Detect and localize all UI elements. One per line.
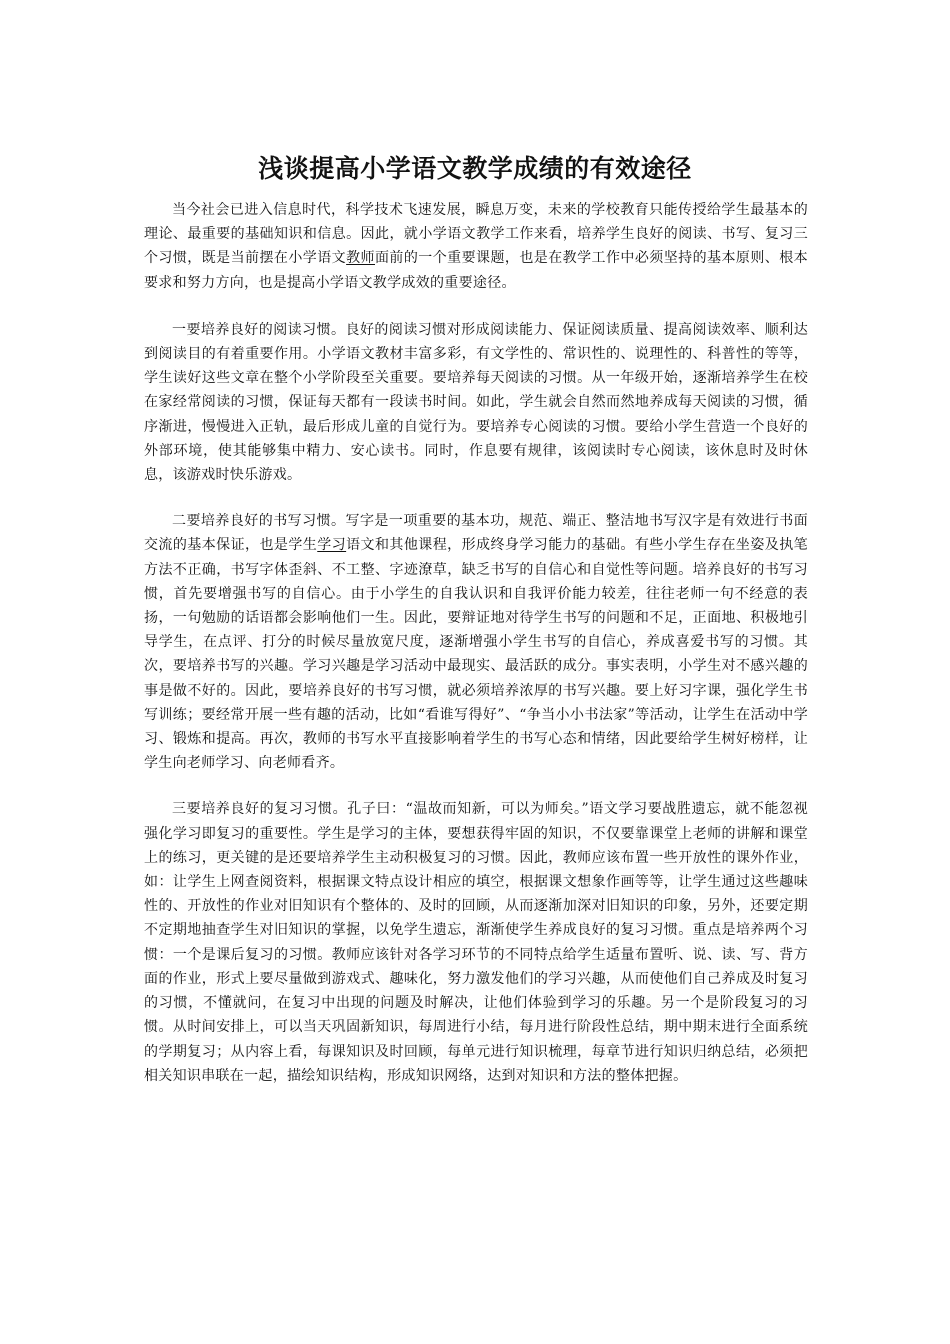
paragraph-writing-habit <box>144 509 808 775</box>
paragraph-intro-text-1: 当今社会已进入信息时代，科学技术飞速发展，瞬息万变，未来的学校教育只能传授给学生最基本的理论、最重要的基础知识和信息。因此，就小学语文教学工作来看，培养学生良好的阅读、书写、复习三个习惯，既是当前摆在小学语文 <box>144 202 808 267</box>
document-title: 浅谈提高小学语文教学成绩的有效途径 <box>258 153 692 183</box>
paragraph-reading-habit: 一要培养良好的阅读习惯。良好的阅读习惯对形成阅读能力、保证阅读质量、提高阅读效率、顺利达到阅读目的有着重要作用。小学语文教材丰富多彩，有文学性的、常识性的、说理性的、科普性的等等，学生读好这些文章在整个小学阶段至关重要。要培养每天阅读的习惯。从一年级开始，逐渐培养学生在校在家经常阅读的习惯，保证每天都有一段读书时间。如此，学生就会自然而然地养成每天阅读的习惯，循序渐进，慢慢进入正轨，最后形成儿童的自觉行为。要培养专心阅读的习惯。要给小学生营造一个良好的外部环境，使其能够集中精力、安心读书。同时，作息要有规律，该阅读时专心阅读，该休息时及时休息，该游戏时快乐游戏。 <box>144 321 808 484</box>
document-body <box>144 198 808 1112</box>
paragraph-intro-text-2: 面前的一个重要课题，也是在教学工作中必须坚持的基本原则、根本要求和努力方向，也是提高小学语文教学成效的重要途径。 <box>144 250 808 291</box>
paragraph-writing-text-1: 二要培养良好的书写习惯。写字是一项重要的基本功，规范、端正、整洁地书写汉字是有效进行书面交流的基本保证，也是学生 <box>144 513 808 554</box>
paragraph-writing-text-2: 语文和其他课程，形成终身学习能力的基础。有些小学生存在坐姿及执笔方法不正确，书写字体歪斜、不工整、字迹潦草，缺乏书写的自信心和自觉性等问题。培养良好的书写习惯，首先要增强书写的自信心。由于小学生的自我认识和自我评价能力较差，往往老师一句不经意的表扬，一句勉励的话语都会影响他们一生。因此，要辩证地对待学生书写的问题和不足，正面地、积极地引导学生，在点评、打分的时候尽量放宽尺度，逐渐增强小学生书写的自信心，养成喜爱书写的习惯。其次，要培养书写的兴趣。学习兴趣是学习活动中最现实、最活跃的成分。事实表明，小学生对不感兴趣的事是做不好的。因此，要培养良好的书写习惯，就必须培养浓厚的书写兴趣。要上好习字课，强化学生书写训练；要经常开展一些有趣的活动，比如“看谁写得好”、“争当小小书法家”等活动，让学生在活动中学习、锻炼和提高。再次，教师的书写水平直接影响着学生的书写心态和情绪，因此要给学生树好榜样，让学生向老师学习、向老师看齐。 <box>144 537 808 772</box>
paragraph-intro <box>144 198 808 295</box>
paragraph-review-habit: 三要培养良好的复习习惯。孔子曰：“温故而知新，可以为师矣。”语文学习要战胜遗忘，就不能忽视强化学习即复习的重要性。学生是学习的主体，要想获得牢固的知识，不仅要靠课堂上老师的讲解和课堂上的练习，更关键的是还要培养学生主动积极复习的习惯。因此，教师应该布置一些开放性的课外作业，如：让学生上网查阅资料，根据课文特点设计相应的填空，根据课文想象作画等等，让学生通过这些趣味性的、开放性的作业对旧知识有个整体的、及时的回顾，从而逐渐加深对旧知识的印象，另外，还要定期不定期地抽查学生对旧知识的掌握，以免学生遗忘，渐渐使学生养成良好的复习习惯。重点是培养两个习惯：一个是课后复习的习惯。教师应该针对各学习环节的不同特点给学生适量布置听、说、读、写、背方面的作业，形式上要尽量做到游戏式、趣味化，努力激发他们的学习兴趣，从而使他们自己养成及时复习的习惯，不懂就问，在复习中出现的问题及时解决，让他们体验到学习的乐趣。另一个是阶段复习的习惯。从时间安排上，可以当天巩固新知识，每周进行小结，每月进行阶段性总结，期中期末进行全面系统的学期复习；从内容上看，每课知识及时回顾，每单元进行知识梳理，每章节进行知识归纳总结，必须把相关知识串联在一起，描绘知识结构，形成知识网络，达到对知识和方法的整体把握。 <box>144 801 808 1084</box>
study-link[interactable]: 学习 <box>317 537 347 554</box>
teacher-link[interactable]: 教师 <box>346 250 375 267</box>
